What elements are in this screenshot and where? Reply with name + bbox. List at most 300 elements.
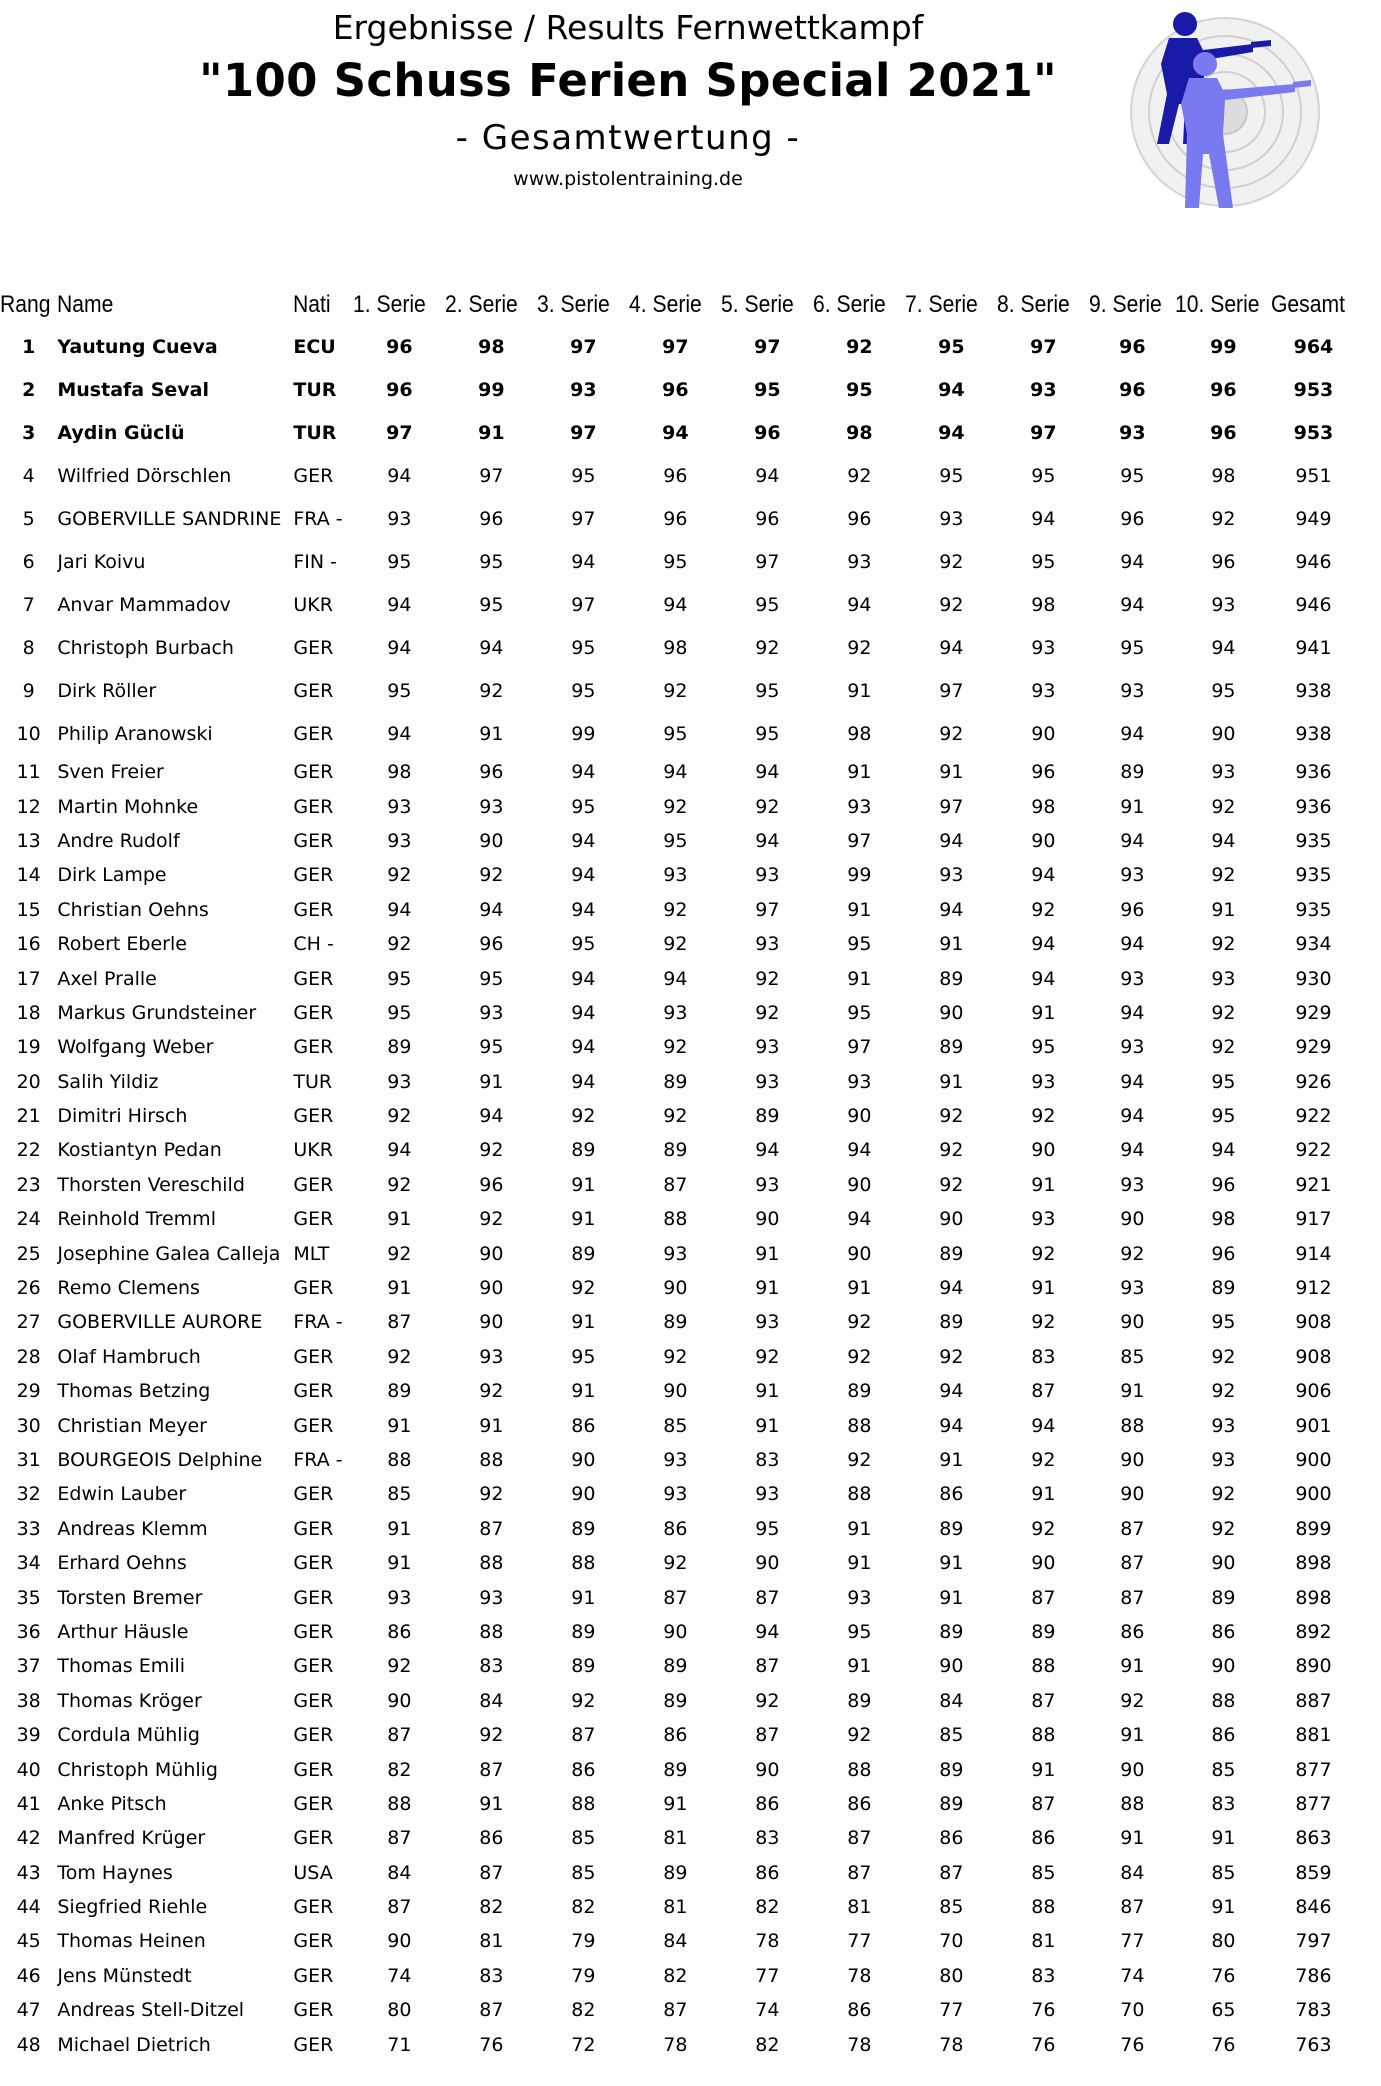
name-cell: Remo Clemens — [57, 1277, 200, 1300]
series-2-cell: 92 — [479, 864, 504, 887]
series-4-cell: 82 — [663, 1964, 688, 1987]
column-header-total: Gesamt — [1271, 291, 1346, 318]
series-4-cell: 90 — [663, 1277, 688, 1300]
series-5-cell: 97 — [754, 335, 781, 358]
nationality-cell: GER — [293, 636, 334, 659]
series-6-cell: 90 — [847, 1105, 872, 1128]
series-10-cell: 90 — [1211, 1655, 1236, 1678]
series-10-cell: 91 — [1211, 1896, 1236, 1919]
series-3-cell: 85 — [571, 1861, 596, 1884]
series-4-cell: 91 — [663, 1792, 688, 1815]
series-8-cell: 90 — [1031, 722, 1056, 745]
series-1-cell: 92 — [387, 1345, 412, 1368]
table-row — [0, 1443, 1355, 1477]
series-5-cell: 91 — [755, 1380, 780, 1403]
series-6-cell: 91 — [847, 898, 872, 921]
series-9-cell: 92 — [1120, 1689, 1145, 1712]
series-8-cell: 83 — [1031, 1964, 1056, 1987]
name-cell: Erhard Oehns — [57, 1552, 187, 1575]
name-cell: Christian Oehns — [57, 898, 209, 921]
series-6-cell: 91 — [847, 1655, 872, 1678]
series-8-cell: 87 — [1031, 1586, 1056, 1609]
series-1-cell: 91 — [387, 1277, 412, 1300]
series-3-cell: 95 — [571, 1345, 596, 1368]
name-cell: GOBERVILLE AURORE — [57, 1311, 263, 1334]
series-7-cell: 94 — [938, 421, 965, 444]
table-row — [0, 927, 1355, 961]
series-8-cell: 86 — [1031, 1827, 1056, 1850]
series-10-cell: 93 — [1211, 593, 1236, 616]
series-6-cell: 92 — [847, 1724, 872, 1747]
series-5-cell: 83 — [755, 1449, 780, 1471]
rank-cell: 15 — [16, 898, 41, 921]
series-3-cell: 99 — [571, 722, 596, 745]
series-10-cell: 94 — [1211, 829, 1236, 852]
series-6-cell: 92 — [847, 1345, 872, 1368]
series-10-cell: 92 — [1211, 1036, 1236, 1059]
total-cell: 887 — [1295, 1689, 1332, 1712]
rank-cell: 1 — [22, 335, 36, 358]
series-9-cell: 94 — [1120, 1139, 1145, 1162]
rank-cell: 19 — [16, 1036, 41, 1059]
total-cell: 938 — [1295, 722, 1332, 745]
series-8-cell: 88 — [1031, 1724, 1056, 1747]
nationality-cell: GER — [293, 864, 334, 887]
column-header-series-10: 10. Serie — [1175, 291, 1260, 318]
rank-cell: 6 — [22, 550, 35, 573]
series-2-cell: 90 — [479, 1277, 504, 1300]
series-7-cell: 92 — [939, 593, 964, 616]
table-row — [0, 626, 1355, 669]
name-cell: Tom Haynes — [57, 1861, 173, 1884]
column-header-series-2: 2. Serie — [445, 291, 519, 318]
series-4-cell: 94 — [662, 421, 689, 444]
series-2-cell: 88 — [479, 1552, 504, 1575]
series-1-cell: 93 — [387, 507, 412, 530]
series-3-cell: 92 — [571, 1105, 596, 1128]
series-3-cell: 79 — [571, 1964, 596, 1987]
series-7-cell: 95 — [938, 335, 965, 358]
series-6-cell: 90 — [847, 1173, 872, 1196]
series-9-cell: 94 — [1120, 1105, 1145, 1128]
series-7-cell: 93 — [939, 507, 964, 530]
series-1-cell: 96 — [386, 335, 413, 358]
series-1-cell: 94 — [387, 593, 412, 616]
series-8-cell: 87 — [1031, 1689, 1056, 1712]
series-6-cell: 95 — [847, 933, 872, 956]
series-3-cell: 79 — [571, 1930, 596, 1953]
series-9-cell: 93 — [1120, 864, 1145, 887]
series-6-cell: 91 — [847, 967, 872, 990]
table-row — [0, 961, 1355, 995]
total-cell: 877 — [1295, 1758, 1332, 1781]
series-4-cell: 89 — [663, 1861, 688, 1884]
series-1-cell: 93 — [387, 1586, 412, 1609]
series-3-cell: 93 — [570, 378, 597, 401]
table-row — [0, 1477, 1355, 1511]
nationality-cell: GER — [293, 1380, 334, 1403]
series-9-cell: 87 — [1120, 1517, 1145, 1540]
column-header-nationality: Nati — [293, 291, 331, 318]
total-cell: 935 — [1295, 829, 1332, 852]
series-6-cell: 88 — [847, 1483, 872, 1506]
series-7-cell: 89 — [939, 1620, 964, 1643]
table-row — [0, 1271, 1355, 1305]
series-8-cell: 91 — [1031, 1277, 1056, 1300]
column-header-series-6: 6. Serie — [813, 291, 887, 318]
nationality-cell: GER — [293, 1517, 334, 1540]
series-7-cell: 85 — [939, 1896, 964, 1919]
series-1-cell: 91 — [387, 1414, 412, 1437]
series-6-cell: 94 — [847, 1139, 872, 1162]
series-4-cell: 87 — [663, 1999, 688, 2022]
series-2-cell: 84 — [479, 1689, 504, 1712]
series-6-cell: 89 — [847, 1380, 872, 1403]
series-1-cell: 94 — [387, 722, 412, 745]
name-cell: Wilfried Dörschlen — [57, 464, 232, 487]
series-2-cell: 90 — [479, 1311, 504, 1334]
name-cell: Dirk Röller — [57, 679, 157, 702]
series-9-cell: 93 — [1119, 421, 1146, 444]
series-8-cell: 92 — [1031, 1105, 1056, 1128]
series-9-cell: 94 — [1120, 1001, 1145, 1024]
total-cell: 877 — [1295, 1792, 1332, 1815]
series-2-cell: 76 — [479, 2033, 504, 2056]
series-8-cell: 87 — [1031, 1792, 1056, 1815]
nationality-cell: GER — [293, 464, 334, 487]
series-8-cell: 90 — [1031, 1139, 1056, 1162]
series-7-cell: 94 — [939, 898, 964, 921]
rank-cell: 10 — [16, 722, 41, 745]
name-cell: Christoph Burbach — [57, 636, 234, 659]
nationality-cell: GER — [293, 1345, 334, 1368]
series-1-cell: 88 — [387, 1449, 412, 1471]
table-row — [0, 411, 1355, 454]
series-2-cell: 95 — [479, 550, 504, 573]
series-8-cell: 93 — [1031, 1208, 1056, 1231]
series-3-cell: 94 — [571, 1070, 596, 1093]
rank-cell: 18 — [16, 1001, 41, 1024]
series-10-cell: 95 — [1211, 1311, 1236, 1334]
series-4-cell: 93 — [663, 864, 688, 887]
nationality-cell: GER — [293, 1724, 334, 1747]
column-header-series-4: 4. Serie — [629, 291, 703, 318]
rank-cell: 40 — [16, 1758, 41, 1781]
series-7-cell: 91 — [939, 1070, 964, 1093]
series-7-cell: 86 — [939, 1483, 964, 1506]
nationality-cell: GER — [293, 1483, 334, 1506]
series-2-cell: 81 — [479, 1930, 504, 1953]
series-8-cell: 94 — [1031, 507, 1056, 530]
series-7-cell: 89 — [939, 1036, 964, 1059]
series-8-cell: 94 — [1031, 933, 1056, 956]
name-cell: Jens Münstedt — [57, 1964, 192, 1987]
table-row — [0, 1993, 1355, 2027]
series-5-cell: 95 — [755, 593, 780, 616]
table-row — [0, 1408, 1355, 1442]
series-9-cell: 94 — [1120, 933, 1145, 956]
series-7-cell: 89 — [939, 967, 964, 990]
nationality-cell: GER — [293, 1758, 334, 1781]
series-8-cell: 91 — [1031, 1001, 1056, 1024]
series-4-cell: 92 — [663, 1036, 688, 1059]
rank-cell: 27 — [16, 1311, 41, 1334]
series-9-cell: 95 — [1120, 464, 1145, 487]
total-cell: 922 — [1295, 1105, 1332, 1128]
series-2-cell: 87 — [479, 1517, 504, 1540]
series-4-cell: 87 — [663, 1586, 688, 1609]
series-9-cell: 91 — [1120, 1655, 1145, 1678]
series-10-cell: 95 — [1211, 1070, 1236, 1093]
series-5-cell: 82 — [755, 1896, 780, 1919]
series-2-cell: 95 — [479, 593, 504, 616]
series-9-cell: 77 — [1120, 1930, 1145, 1953]
series-8-cell: 95 — [1031, 550, 1056, 573]
series-7-cell: 94 — [939, 1277, 964, 1300]
table-row — [0, 1787, 1355, 1821]
series-3-cell: 95 — [571, 636, 596, 659]
series-8-cell: 91 — [1031, 1758, 1056, 1781]
series-5-cell: 95 — [755, 1517, 780, 1540]
series-4-cell: 94 — [663, 761, 688, 784]
total-cell: 921 — [1295, 1173, 1332, 1196]
nationality-cell: GER — [293, 1792, 334, 1815]
series-4-cell: 85 — [663, 1414, 688, 1437]
series-5-cell: 93 — [755, 1070, 780, 1093]
series-4-cell: 94 — [663, 967, 688, 990]
series-3-cell: 94 — [571, 967, 596, 990]
rank-cell: 25 — [16, 1242, 41, 1265]
rank-cell: 48 — [16, 2033, 41, 2056]
total-cell: 797 — [1295, 1930, 1332, 1953]
rank-cell: 11 — [16, 761, 41, 784]
series-4-cell: 93 — [663, 1001, 688, 1024]
series-8-cell: 94 — [1031, 1414, 1056, 1437]
series-5-cell: 92 — [755, 1345, 780, 1368]
table-row — [0, 1065, 1355, 1099]
series-2-cell: 91 — [479, 1792, 504, 1815]
series-3-cell: 89 — [571, 1655, 596, 1678]
nationality-cell: GER — [293, 1999, 334, 2022]
series-9-cell: 90 — [1120, 1483, 1145, 1506]
series-4-cell: 97 — [662, 335, 689, 358]
name-cell: Andre Rudolf — [57, 829, 180, 852]
series-3-cell: 94 — [571, 1001, 596, 1024]
series-10-cell: 96 — [1210, 421, 1237, 444]
total-cell: 783 — [1295, 1999, 1332, 2022]
series-9-cell: 94 — [1120, 829, 1145, 852]
rank-cell: 43 — [16, 1861, 41, 1884]
series-4-cell: 89 — [663, 1139, 688, 1162]
series-10-cell: 98 — [1211, 1208, 1236, 1231]
nationality-cell: FRA - — [293, 1311, 343, 1334]
series-8-cell: 81 — [1031, 1930, 1056, 1953]
table-row — [0, 996, 1355, 1030]
rank-cell: 22 — [16, 1139, 41, 1162]
series-3-cell: 94 — [571, 829, 596, 852]
series-2-cell: 92 — [479, 1139, 504, 1162]
series-3-cell: 90 — [571, 1449, 596, 1471]
series-9-cell: 96 — [1120, 898, 1145, 921]
series-5-cell: 92 — [755, 1001, 780, 1024]
series-3-cell: 97 — [570, 335, 597, 358]
page-header — [0, 0, 1381, 230]
series-5-cell: 90 — [755, 1208, 780, 1231]
table-row — [0, 540, 1355, 583]
nationality-cell: TUR — [293, 421, 337, 444]
series-4-cell: 84 — [663, 1930, 688, 1953]
series-2-cell: 96 — [479, 1173, 504, 1196]
series-9-cell: 76 — [1120, 2033, 1145, 2056]
series-3-cell: 95 — [571, 464, 596, 487]
table-row — [0, 497, 1355, 540]
series-3-cell: 90 — [571, 1483, 596, 1506]
total-cell: 929 — [1295, 1001, 1332, 1024]
name-cell: Torsten Bremer — [57, 1586, 203, 1609]
rank-cell: 41 — [16, 1792, 41, 1815]
name-cell: Dirk Lampe — [57, 864, 167, 887]
series-3-cell: 85 — [571, 1827, 596, 1850]
series-6-cell: 97 — [847, 829, 872, 852]
series-1-cell: 92 — [387, 933, 412, 956]
nationality-cell: GER — [293, 1001, 334, 1024]
series-10-cell: 99 — [1210, 335, 1237, 358]
series-1-cell: 91 — [387, 1517, 412, 1540]
series-10-cell: 80 — [1211, 1930, 1236, 1953]
series-1-cell: 93 — [387, 1070, 412, 1093]
table-row — [0, 1133, 1355, 1167]
series-1-cell: 89 — [387, 1380, 412, 1403]
series-8-cell: 89 — [1031, 1620, 1056, 1643]
name-cell: Thomas Kröger — [57, 1689, 202, 1712]
series-1-cell: 71 — [387, 2033, 412, 2056]
name-cell: Edwin Lauber — [57, 1483, 187, 1506]
series-2-cell: 93 — [479, 1001, 504, 1024]
rank-cell: 33 — [16, 1517, 41, 1540]
nationality-cell: CH - — [293, 933, 334, 956]
table-row — [0, 1856, 1355, 1890]
series-8-cell: 90 — [1031, 829, 1056, 852]
rank-cell: 28 — [16, 1345, 41, 1368]
series-3-cell: 94 — [571, 761, 596, 784]
series-7-cell: 87 — [939, 1861, 964, 1884]
rank-cell: 38 — [16, 1689, 41, 1712]
name-cell: Mustafa Seval — [57, 378, 210, 401]
series-2-cell: 91 — [478, 421, 505, 444]
nationality-cell: UKR — [293, 593, 333, 616]
series-10-cell: 83 — [1211, 1792, 1236, 1815]
name-cell: Anke Pitsch — [57, 1792, 167, 1815]
nationality-cell: MLT — [293, 1242, 330, 1265]
name-cell: GOBERVILLE SANDRINE — [57, 507, 282, 530]
nationality-cell: GER — [293, 829, 334, 852]
name-cell: Christoph Mühlig — [57, 1758, 218, 1781]
series-1-cell: 93 — [387, 795, 412, 818]
total-cell: 951 — [1295, 464, 1332, 487]
series-6-cell: 94 — [847, 1208, 872, 1231]
series-4-cell: 81 — [663, 1896, 688, 1919]
rank-cell: 4 — [22, 464, 35, 487]
series-5-cell: 97 — [755, 898, 780, 921]
series-1-cell: 93 — [387, 829, 412, 852]
name-cell: Cordula Mühlig — [57, 1724, 200, 1747]
rank-cell: 5 — [22, 507, 35, 530]
series-3-cell: 94 — [571, 550, 596, 573]
series-8-cell: 92 — [1031, 898, 1056, 921]
total-cell: 890 — [1295, 1655, 1332, 1678]
series-5-cell: 93 — [755, 864, 780, 887]
series-2-cell: 97 — [479, 464, 504, 487]
nationality-cell: GER — [293, 1208, 334, 1231]
total-cell: 941 — [1295, 636, 1332, 659]
series-2-cell: 93 — [479, 1586, 504, 1609]
series-6-cell: 91 — [847, 1277, 872, 1300]
series-6-cell: 92 — [847, 636, 872, 659]
series-7-cell: 85 — [939, 1724, 964, 1747]
series-2-cell: 92 — [479, 1724, 504, 1747]
series-4-cell: 96 — [662, 378, 689, 401]
name-cell: Andreas Klemm — [57, 1517, 208, 1540]
series-1-cell: 88 — [387, 1792, 412, 1815]
total-cell: 763 — [1295, 2033, 1332, 2056]
name-cell: Martin Mohnke — [57, 795, 199, 818]
series-9-cell: 94 — [1120, 550, 1145, 573]
rank-cell: 21 — [16, 1105, 41, 1128]
series-5-cell: 95 — [755, 679, 780, 702]
series-9-cell: 93 — [1120, 679, 1145, 702]
series-4-cell: 89 — [663, 1758, 688, 1781]
series-5-cell: 93 — [755, 1036, 780, 1059]
column-header-series-3: 3. Serie — [537, 291, 611, 318]
series-2-cell: 95 — [479, 967, 504, 990]
series-4-cell: 98 — [663, 636, 688, 659]
table-row — [0, 1030, 1355, 1064]
column-header-series-5: 5. Serie — [721, 291, 795, 318]
series-2-cell: 91 — [479, 1414, 504, 1437]
series-10-cell: 92 — [1211, 864, 1236, 887]
series-2-cell: 90 — [479, 1242, 504, 1265]
series-3-cell: 91 — [571, 1173, 596, 1196]
series-9-cell: 96 — [1119, 335, 1146, 358]
series-5-cell: 97 — [755, 550, 780, 573]
series-10-cell: 93 — [1211, 1414, 1236, 1437]
series-5-cell: 90 — [755, 1552, 780, 1575]
series-10-cell: 95 — [1211, 1105, 1236, 1128]
series-9-cell: 94 — [1120, 1070, 1145, 1093]
series-7-cell: 91 — [939, 1449, 964, 1471]
rank-cell: 46 — [16, 1964, 41, 1987]
series-4-cell: 90 — [663, 1380, 688, 1403]
series-6-cell: 87 — [847, 1861, 872, 1884]
table-row — [0, 789, 1355, 823]
series-5-cell: 86 — [755, 1861, 780, 1884]
series-5-cell: 92 — [755, 795, 780, 818]
series-8-cell: 97 — [1030, 335, 1057, 358]
total-cell: 964 — [1293, 335, 1334, 358]
total-cell: 898 — [1295, 1586, 1332, 1609]
nationality-cell: FRA - — [293, 1449, 343, 1471]
series-7-cell: 97 — [939, 795, 964, 818]
series-3-cell: 86 — [571, 1758, 596, 1781]
series-6-cell: 91 — [847, 761, 872, 784]
name-cell: Thorsten Vereschild — [57, 1173, 245, 1196]
rank-cell: 36 — [16, 1620, 41, 1643]
total-cell: 946 — [1295, 550, 1332, 573]
series-1-cell: 86 — [387, 1620, 412, 1643]
series-4-cell: 92 — [663, 679, 688, 702]
series-4-cell: 81 — [663, 1827, 688, 1850]
total-cell: 929 — [1295, 1036, 1332, 1059]
